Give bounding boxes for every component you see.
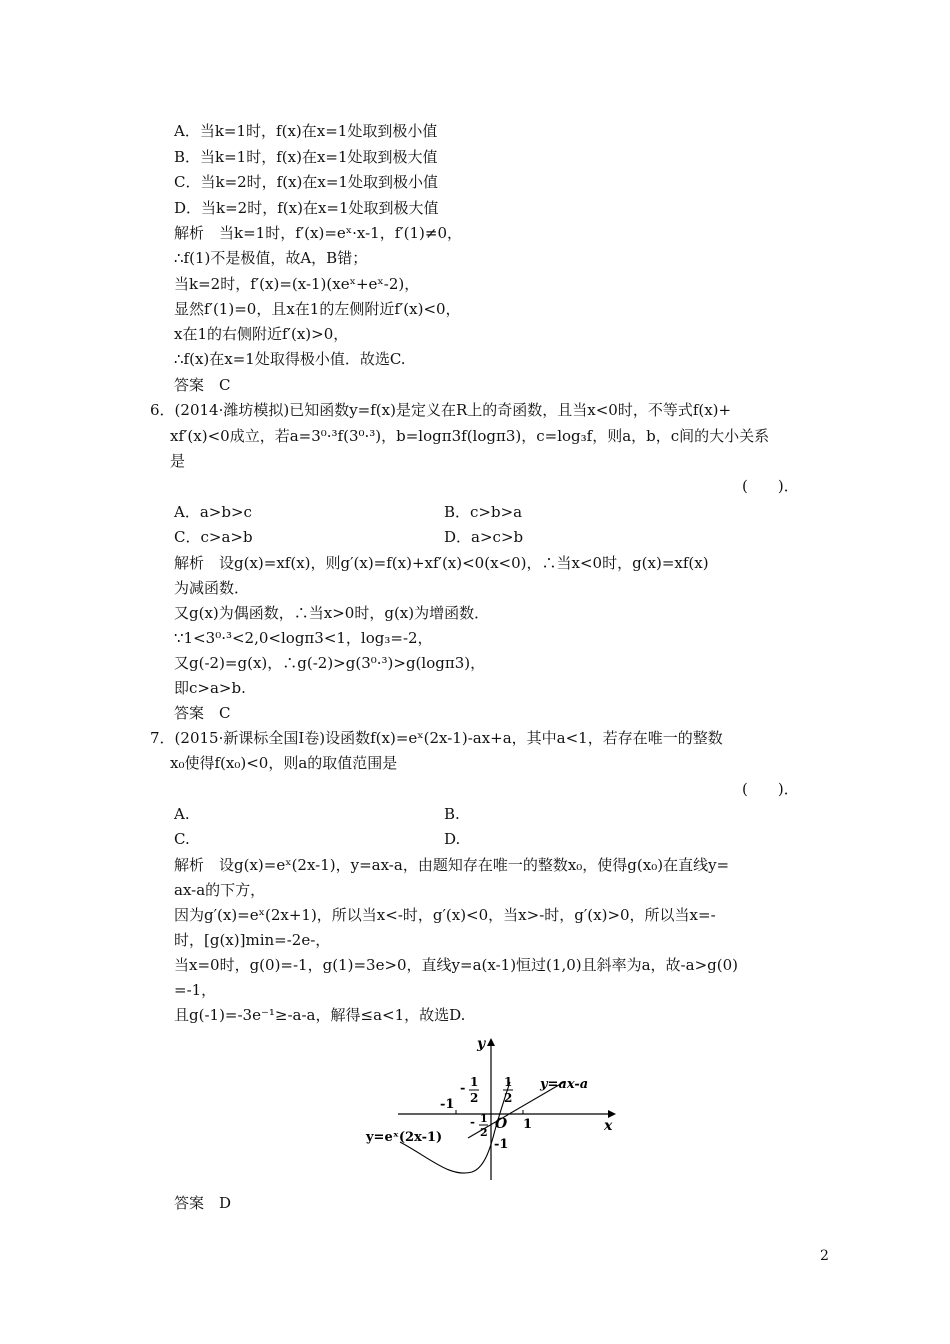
q5-option-c: C．当k=2时，f(x)在x=1处取到极小值 bbox=[174, 173, 438, 191]
tick-label-neg1: -1 bbox=[440, 1097, 455, 1112]
q5-option-a: A．当k=1时，f(x)在x=1处取到极小值 bbox=[174, 122, 438, 140]
q7-analysis-line: 因为g′(x)=eˣ(2x+1)，所以当x<-时，g′(x)<0，当x>-时，g′(x)>0，所以当x=- bbox=[174, 906, 716, 924]
x-axis-arrow bbox=[608, 1110, 616, 1118]
curve-g bbox=[400, 1082, 513, 1173]
q7-analysis-line: 解析 设g(x)=eˣ(2x-1)，y=ax-a，由题知存在唯一的整数x₀，使得g(x₀)在直线y= bbox=[174, 856, 730, 874]
frac-minus: - bbox=[460, 1081, 466, 1096]
frac-den: 2 bbox=[480, 1126, 488, 1139]
q5-analysis-line: ∴f(1)不是极值，故A，B错； bbox=[174, 249, 368, 267]
tick-label-neg1-y: -1 bbox=[494, 1137, 509, 1152]
q6-analysis-line: 为减函数． bbox=[174, 579, 250, 597]
q6-option-a: A．a>b>c bbox=[174, 503, 252, 521]
line-label: y=ax-a bbox=[540, 1077, 589, 1092]
x-axis-label: x bbox=[604, 1118, 613, 1134]
function-graph bbox=[360, 1030, 630, 1190]
q6-analysis-line: 又g(-2)=g(x)，∴g(-2)>g(3⁰·³)>g(logπ3)， bbox=[174, 654, 486, 672]
q6-stem-line: xf′(x)<0成立，若a=3⁰·³f(3⁰·³)，b=logπ3f(logπ3)，c=log₃f，则a，b，c间的大小关系 bbox=[170, 427, 770, 445]
q5-analysis-line: 显然f′(1)=0，且x在1的左侧附近f′(x)<0， bbox=[174, 300, 461, 318]
q5-analysis-line: ∴f(x)在x=1处取得极小值．故选C. bbox=[174, 350, 406, 368]
q6-answer-bracket: ( )． bbox=[742, 477, 799, 495]
q6-option-d: D．a>c>b bbox=[444, 528, 524, 546]
q7-answer: 答案 D bbox=[174, 1194, 232, 1212]
q5-option-b: B．当k=1时，f(x)在x=1处取到极大值 bbox=[174, 148, 438, 166]
frac-den: 2 bbox=[504, 1091, 513, 1105]
q6-option-b: B．c>b>a bbox=[444, 503, 523, 521]
frac-num: 1 bbox=[504, 1075, 513, 1089]
page-number: 2 bbox=[820, 1248, 829, 1264]
q6-stem-line: 是 bbox=[170, 452, 186, 470]
origin-label: O bbox=[495, 1116, 508, 1132]
q6-analysis-line: 即c>a>b. bbox=[174, 679, 246, 697]
q5-analysis-line: 解析 当k=1时，f′(x)=eˣ·x-1，f′(1)≠0， bbox=[174, 224, 463, 242]
q7-option-b: B. bbox=[444, 805, 460, 823]
q6-analysis-line: ∵1<3⁰·³<2,0<logπ3<1，log₃=-2， bbox=[174, 629, 433, 647]
q5-option-d: D．当k=2时，f(x)在x=1处取到极大值 bbox=[174, 199, 439, 217]
q7-analysis-line: 且g(-1)=-3e⁻¹≥-a-a，解得≤a<1，故选D. bbox=[174, 1006, 466, 1024]
frac-minus: - bbox=[470, 1115, 475, 1129]
q6-stem-line: 6．(2014·潍坊模拟)已知函数y=f(x)是定义在R上的奇函数，且当x<0时，不等式f(x)+ bbox=[150, 401, 732, 419]
q7-stem-line: 7．(2015·新课标全国Ⅰ卷)设函数f(x)=eˣ(2x-1)-ax+a，其中a<1，若存在唯一的整数 bbox=[150, 729, 723, 747]
frac-den: 2 bbox=[470, 1091, 479, 1105]
curve-label: y=eˣ(2x-1) bbox=[366, 1130, 443, 1145]
q7-analysis-line: 当x=0时，g(0)=-1，g(1)=3e>0，直线y=a(x-1)恒过(1,0)且斜率为a，故-a>g(0) bbox=[174, 956, 738, 974]
q7-option-c: C. bbox=[174, 830, 190, 848]
q6-analysis-line: 又g(x)为偶函数，∴当x>0时，g(x)为增函数． bbox=[174, 604, 490, 622]
tick-label-1: 1 bbox=[523, 1117, 533, 1132]
q5-analysis-line: x在1的右侧附近f′(x)>0， bbox=[174, 325, 349, 343]
q5-analysis-line: 当k=2时，f′(x)=(x-1)(xeˣ+eˣ-2)， bbox=[174, 275, 420, 293]
q7-stem-line: x₀使得f(x₀)<0，则a的取值范围是 bbox=[170, 754, 398, 772]
q7-answer-bracket: ( )． bbox=[742, 780, 799, 798]
q7-analysis-line: =-1， bbox=[174, 981, 217, 999]
q7-option-a: A. bbox=[174, 805, 190, 823]
q5-answer: 答案 C bbox=[174, 376, 231, 394]
q6-answer: 答案 C bbox=[174, 704, 231, 722]
y-axis-arrow bbox=[487, 1038, 495, 1046]
frac-num: 1 bbox=[480, 1112, 488, 1125]
q7-analysis-line: 时，[g(x)]min=-2e-， bbox=[174, 931, 331, 949]
q6-option-c: C．c>a>b bbox=[174, 528, 253, 546]
frac-num: 1 bbox=[470, 1075, 479, 1089]
q7-option-d: D. bbox=[444, 830, 461, 848]
q7-analysis-line: ax-a的下方， bbox=[174, 881, 266, 899]
q6-analysis-line: 解析 设g(x)=xf(x)，则g′(x)=f(x)+xf′(x)<0(x<0)，∴当x<0时，g(x)=xf(x) bbox=[174, 554, 709, 572]
y-axis-label: y bbox=[477, 1036, 486, 1052]
